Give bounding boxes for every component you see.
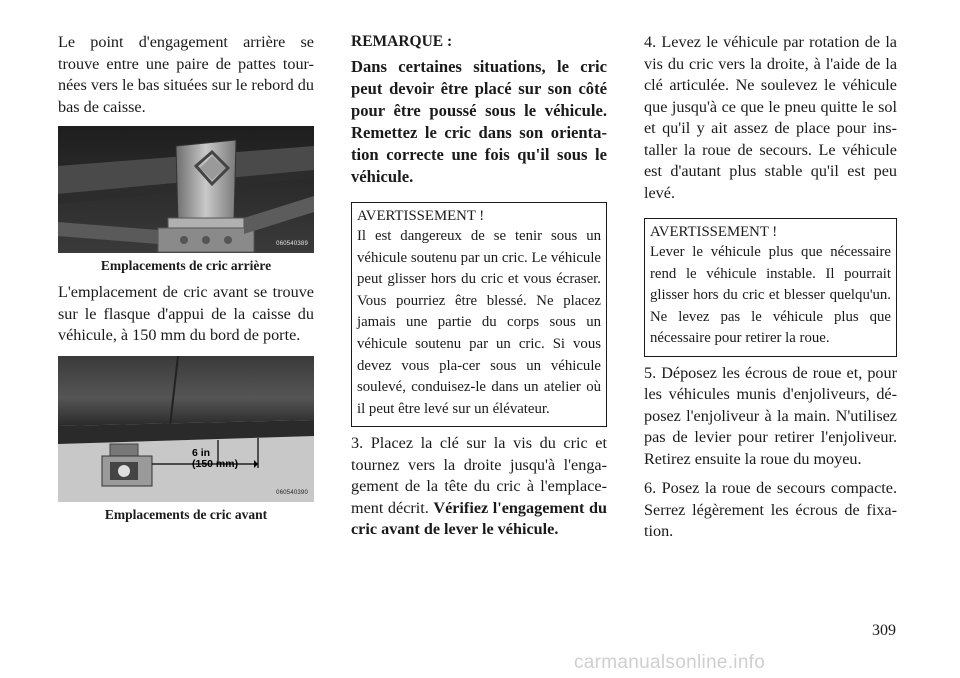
step-4: 4. Levez le véhicule par rotation de la vis du cric vers la droite, à l'aide de la clé articulée. Ne soulevez le véhicule que jusqu'à ce que le pneu quitte le sol et qu'il y ait assez de place pour ins-taller la roue de secours. Le véhicule est d'autant plus stable qu'il est peu levé. — [644, 33, 897, 202]
front-jack-illustration — [58, 356, 314, 502]
note-text: Dans certaines situations, le cric peut devoir être placé sur son côté pour être poussé sous le véhicule. Remettez le cric dans son orienta-tion correcte une fois qu'il sous le véhicule. — [351, 57, 607, 186]
middle-column — [351, 32, 607, 541]
rear-jack-illustration — [58, 126, 314, 253]
rear-jack-location-figure — [58, 126, 314, 253]
step-3-text: 3. Placez la clé sur la vis du cric et tournez vers la droite jusqu'à l'enga-gement de la tête du cric à l'emplace-ment décrit. — [351, 434, 607, 517]
rear-jack-caption: Emplacements de cric arrière — [100, 258, 272, 273]
front-jack-point-paragraph: L'emplacement de cric avant se trouve sur le flasque d'appui de la caisse du véhicule, à 150 mm du bord de porte. — [58, 283, 314, 344]
distance-label — [192, 448, 238, 470]
figure-code: 060540390 — [276, 489, 308, 496]
step-6: 6. Posez la roue de secours compacte. Serrez légèrement les écrous de fixa-tion. — [644, 479, 897, 541]
distance-label-mm: (150 mm) — [192, 457, 239, 470]
left-column — [58, 32, 314, 531]
warning-text: Il est dangereux de se tenir sous un véhicule soutenu par un cric. Le véhicule peut glisser hors du cric et vous écraser. Vous pourriez être blessé. Ne placez jamais une partie du corps sous un véhicule soutenu par un cric. Si vous devez vous pla-cer sous un véhicule soulevé, conduisez-le dans un atelier où il peut être levé sur un élévateur. — [357, 228, 601, 417]
warning-title: AVERTISSEMENT ! — [357, 208, 485, 224]
step-3-emphasis: Vérifiez l'engagement du cric avant de lever le véhicule. — [351, 498, 608, 539]
front-jack-caption: Emplacements de cric avant — [104, 506, 268, 522]
note-title: REMARQUE : — [351, 33, 453, 50]
rear-jack-point-paragraph: Le point d'engagement arrière se trouve entre une paire de pattes tour-nées vers le bas situées sur le rebord du bas de caisse. — [58, 33, 314, 116]
figure-code: 060540389 — [276, 241, 308, 247]
front-jack-location-figure — [58, 356, 314, 502]
warning-title: AVERTISSEMENT ! — [650, 224, 778, 240]
warning-box-1 — [351, 202, 607, 427]
step-3 — [351, 433, 607, 541]
step-5: 5. Déposez les écrous de roue et, pour les véhicules munis d'enjoliveurs, dé-posez l'enjoliveur à la main. N'utilisez pas de levier pour retirer l'enjoliveur. Retirez ensuite la roue du moyeu. — [644, 363, 897, 468]
page-number: 309 — [872, 622, 896, 639]
right-column — [644, 32, 897, 543]
watermark: carmanualsonline.info — [574, 652, 766, 673]
distance-label-in: 6 in — [192, 446, 211, 459]
warning-box-2 — [644, 218, 897, 357]
warning-text: Lever le véhicule plus que nécessaire rend le véhicule instable. Il pourrait glisser hors du cric et blesser quelqu'un. Ne levez pas le véhicule plus que nécessaire pour retirer la roue. — [650, 244, 891, 347]
